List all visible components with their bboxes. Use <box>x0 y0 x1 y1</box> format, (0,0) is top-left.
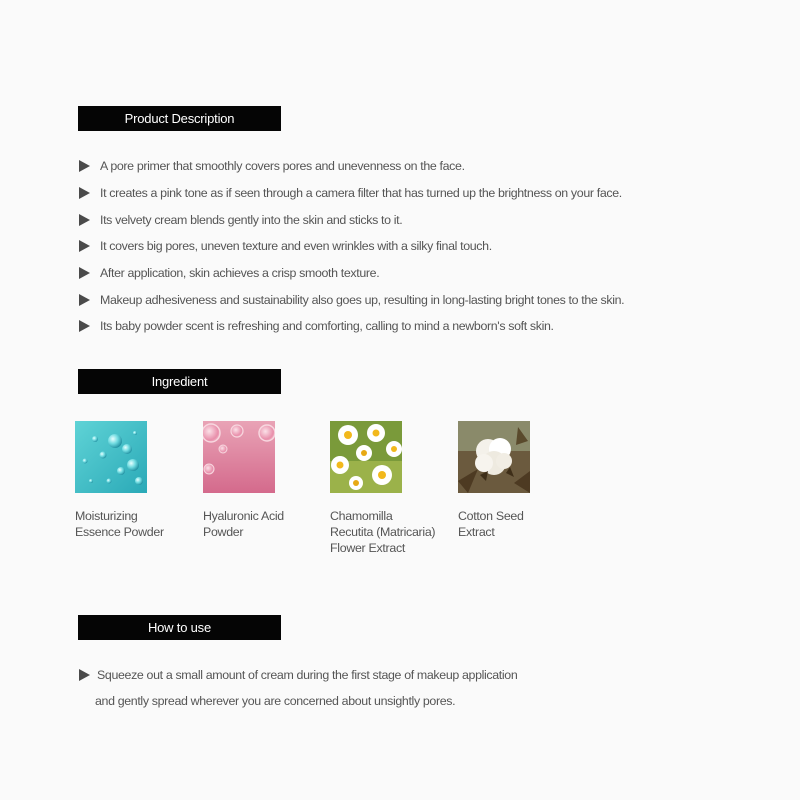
how-to-use-text: Squeeze out a small amount of cream during the first stage of makeup application <box>97 668 518 682</box>
description-item <box>79 153 624 180</box>
chamomile-flowers-image <box>330 421 402 493</box>
play-arrow-icon <box>79 320 90 332</box>
ingredient-label-line: Extract <box>458 525 495 539</box>
ingredient-label-line: Essence Powder <box>75 525 164 539</box>
how-to-use-instructions <box>79 662 517 714</box>
ingredient-chamomilla-flower-extract <box>330 421 450 556</box>
ingredient-label <box>458 508 578 540</box>
description-item <box>79 180 624 207</box>
description-text: It creates a pink tone as if seen through a camera filter that has turned up the brightness on your face. <box>100 186 622 201</box>
ingredient-label-line: Flower Extract <box>330 541 405 555</box>
how-to-use-text: and gently spread wherever you are concerned about unsightly pores. <box>95 694 456 708</box>
description-text: It covers big pores, uneven texture and even wrinkles with a silky final touch. <box>100 239 492 254</box>
ingredient-moisturizing-essence-powder <box>75 421 195 540</box>
ingredient-label-line: Hyaluronic Acid <box>203 509 284 523</box>
description-item <box>79 233 624 260</box>
play-arrow-icon <box>79 240 90 252</box>
play-arrow-icon <box>79 160 90 172</box>
description-text: Its velvety cream blends gently into the skin and sticks to it. <box>100 212 403 227</box>
description-text: After application, skin achieves a crisp smooth texture. <box>100 266 380 281</box>
ingredient-label-line: Chamomilla <box>330 509 393 523</box>
play-arrow-icon <box>79 187 90 199</box>
description-text: Its baby powder scent is refreshing and comforting, calling to mind a newborn's soft skin. <box>100 319 554 334</box>
ingredient-label-line: Recutita (Matricaria) <box>330 525 436 539</box>
description-text: A pore primer that smoothly covers pores and unevenness on the face. <box>100 159 465 174</box>
ingredient-label-line: Powder <box>203 525 244 539</box>
ingredient-cotton-seed-extract <box>458 421 578 540</box>
play-arrow-icon <box>79 294 90 306</box>
pink-bubbles-image <box>203 421 275 493</box>
description-item <box>79 286 624 313</box>
how-to-use-header: How to use <box>78 615 281 640</box>
ingredient-label <box>203 508 323 540</box>
play-arrow-icon <box>79 267 90 279</box>
ingredient-label-line: Moisturizing <box>75 509 138 523</box>
description-text: Makeup adhesiveness and sustainability also goes up, resulting in long-lasting bright tones to the skin. <box>100 292 625 307</box>
cotton-boll-image <box>458 421 530 493</box>
how-to-use-line <box>79 662 517 688</box>
ingredient-label-line: Cotton Seed <box>458 509 524 523</box>
play-arrow-icon <box>79 214 90 226</box>
ingredient-header: Ingredient <box>78 369 281 394</box>
description-list <box>79 153 624 340</box>
play-arrow-icon <box>79 669 90 681</box>
water-droplets-image <box>75 421 147 493</box>
ingredient-label <box>330 508 450 556</box>
description-item <box>79 313 624 340</box>
how-to-use-line <box>79 688 517 714</box>
ingredient-label <box>75 508 195 540</box>
description-item <box>79 260 624 287</box>
description-item <box>79 206 624 233</box>
ingredient-hyaluronic-acid-powder <box>203 421 323 540</box>
product-description-header: Product Description <box>78 106 281 131</box>
